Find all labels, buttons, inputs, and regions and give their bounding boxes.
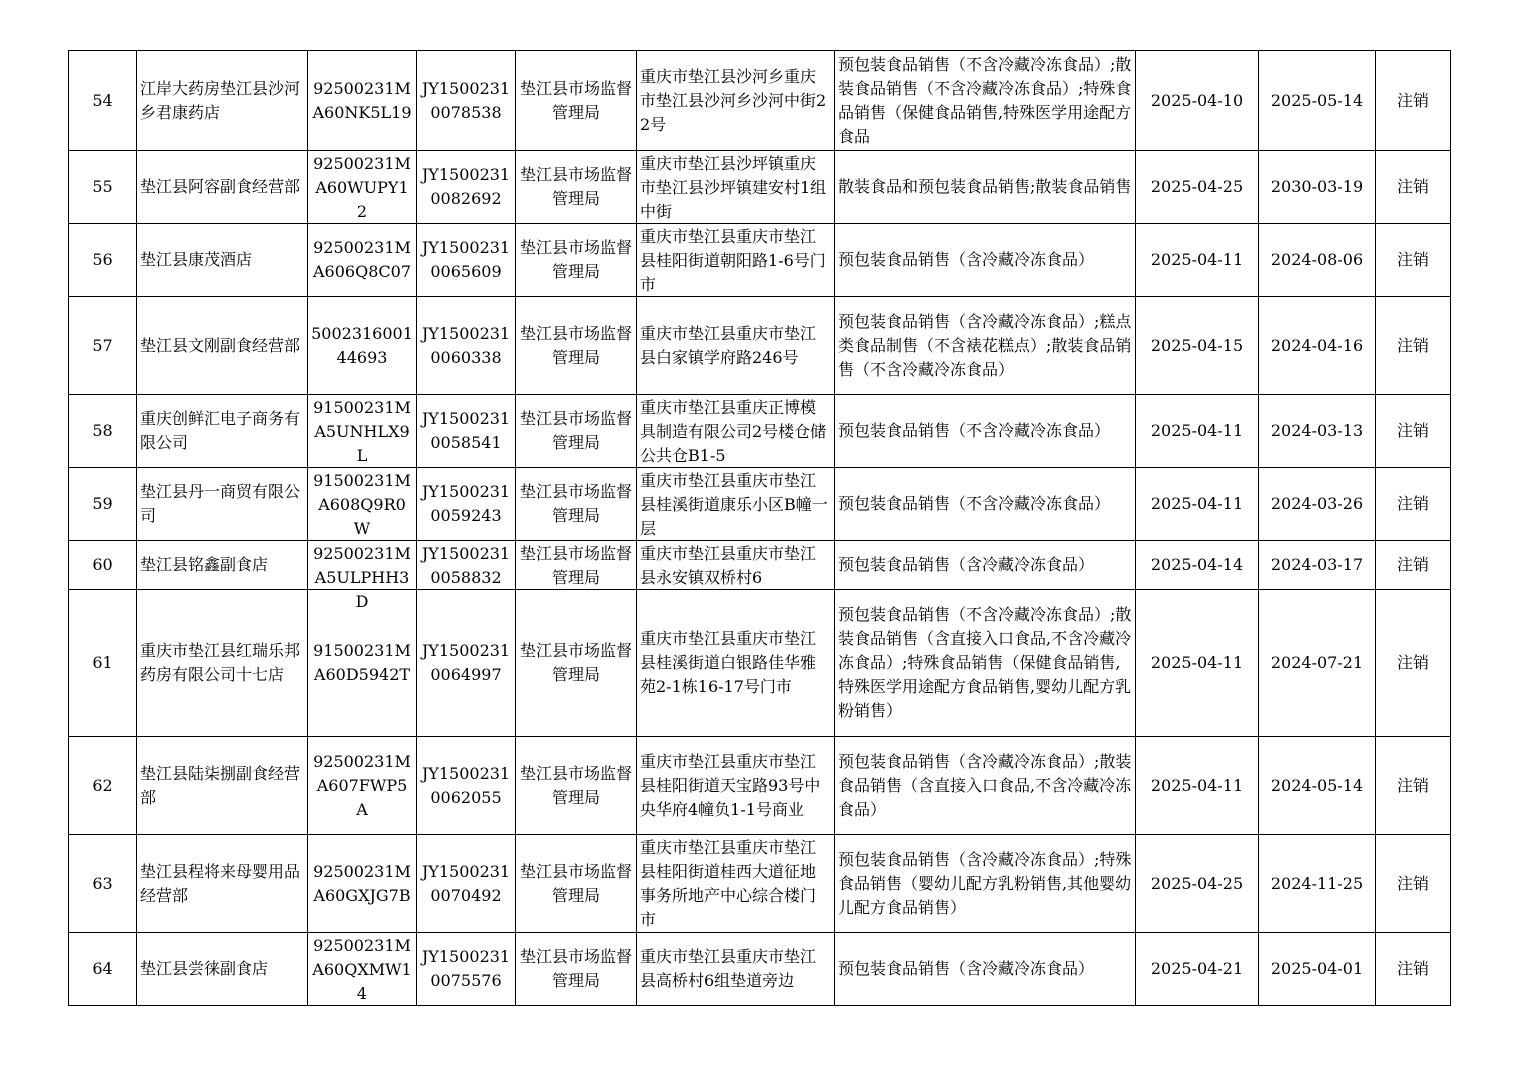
credit-code-text: 92500231MA60GXJG7B xyxy=(313,861,411,905)
credit-code xyxy=(308,737,417,835)
business-name-text: 垫江县陆柒捌副食经营部 xyxy=(140,763,301,807)
expiry-date-text: 2025-04-01 xyxy=(1270,959,1364,978)
license-number xyxy=(417,590,516,737)
status-label-text: 注销 xyxy=(1396,494,1429,513)
issuing-authority-text: 垫江县市场监督管理局 xyxy=(519,238,632,281)
business-address-text: 重庆市垫江县重庆市垫江县桂阳街道朝阳路1-6号门市 xyxy=(640,226,826,294)
issuing-authority xyxy=(516,541,637,590)
row-number-text: 55 xyxy=(92,177,113,196)
issuing-authority-text: 垫江县市场监督管理局 xyxy=(519,482,632,525)
business-address xyxy=(637,297,835,395)
business-name xyxy=(137,395,308,468)
license-number xyxy=(417,224,516,297)
issue-date-text: 2025-04-14 xyxy=(1150,555,1244,574)
business-scope xyxy=(835,835,1136,933)
license-number-text: JY15002310075576 xyxy=(421,947,511,990)
business-scope-text: 预包装食品销售（含冷藏冷冻食品） xyxy=(838,959,1095,978)
business-name xyxy=(137,835,308,933)
business-name-text: 垫江县尝徕副食店 xyxy=(140,959,269,978)
business-name-text: 垫江县阿容副食经营部 xyxy=(140,177,301,196)
business-name xyxy=(137,151,308,224)
business-scope-text: 预包装食品销售（不含冷藏冷冻食品）;散装食品销售（不含冷藏冷冻食品）;特殊食品销售（保健食品销售,特殊医学用途配方食品 xyxy=(838,54,1132,146)
row-number-text: 58 xyxy=(92,421,113,440)
issue-date xyxy=(1136,590,1259,737)
expiry-date xyxy=(1259,590,1376,737)
business-scope xyxy=(835,151,1136,224)
issue-date-text: 2025-04-25 xyxy=(1150,177,1244,196)
issue-date-text: 2025-04-15 xyxy=(1150,335,1244,355)
business-name-text: 垫江县程将来母婴用品经营部 xyxy=(140,861,301,905)
status-label xyxy=(1376,224,1451,297)
row-number-text: 64 xyxy=(92,959,113,978)
business-address-text: 重庆市垫江县重庆市垫江县桂溪街道康乐小区B幢一层 xyxy=(640,470,828,538)
license-number xyxy=(417,51,516,151)
business-scope xyxy=(835,297,1136,395)
issuing-authority-text: 垫江县市场监督管理局 xyxy=(519,165,632,208)
business-name xyxy=(137,737,308,835)
business-address-text: 重庆市垫江县重庆市垫江县桂阳街道桂西大道征地事务所地产中心综合楼门市 xyxy=(640,837,817,929)
credit-code-text: 92500231MA607FWP5A xyxy=(313,751,411,819)
expiry-date xyxy=(1259,51,1376,151)
business-name-text: 垫江县文刚副食经营部 xyxy=(140,335,301,355)
license-number xyxy=(417,835,516,933)
license-number-text: JY15002310058541 xyxy=(421,409,511,452)
issuing-authority-text: 垫江县市场监督管理局 xyxy=(519,641,632,684)
status-label-text: 注销 xyxy=(1396,335,1429,355)
issue-date-text: 2025-04-11 xyxy=(1150,494,1244,513)
issuing-authority xyxy=(516,835,637,933)
status-label-text: 注销 xyxy=(1396,421,1429,440)
status-label xyxy=(1376,737,1451,835)
issue-date-text: 2025-04-11 xyxy=(1150,250,1244,269)
table-row xyxy=(69,224,1451,297)
business-scope-text: 预包装食品销售（不含冷藏冷冻食品） xyxy=(838,494,1111,513)
expiry-date xyxy=(1259,737,1376,835)
expiry-date-text: 2024-03-17 xyxy=(1270,555,1364,574)
status-label-text: 注销 xyxy=(1396,653,1429,672)
row-number xyxy=(69,835,137,933)
business-name xyxy=(137,224,308,297)
business-scope-text: 预包装食品销售（含冷藏冷冻食品） xyxy=(838,250,1095,269)
business-name xyxy=(137,933,308,1006)
issue-date-text: 2025-04-10 xyxy=(1150,90,1244,110)
issuing-authority-text: 垫江县市场监督管理局 xyxy=(519,861,632,905)
credit-code-text: 92500231MA5ULPHH3D xyxy=(313,543,411,611)
row-number xyxy=(69,51,137,151)
expiry-date xyxy=(1259,224,1376,297)
issuing-authority xyxy=(516,297,637,395)
credit-code-text: 91500231MA5UNHLX9L xyxy=(313,397,411,465)
business-name-text: 重庆创鲜汇电子商务有限公司 xyxy=(140,409,301,452)
status-label xyxy=(1376,395,1451,468)
issue-date-text: 2025-04-25 xyxy=(1150,873,1244,893)
license-table xyxy=(68,50,1451,1006)
expiry-date xyxy=(1259,933,1376,1006)
license-number-text: JY15002310058832 xyxy=(421,543,511,587)
table-row xyxy=(69,297,1451,395)
business-address xyxy=(637,590,835,737)
status-label xyxy=(1376,835,1451,933)
credit-code-text: 92500231MA60QXMW14 xyxy=(312,935,412,1003)
issue-date xyxy=(1136,737,1259,835)
row-number-text: 59 xyxy=(92,494,113,513)
status-label-text: 注销 xyxy=(1396,959,1429,978)
business-address xyxy=(637,51,835,151)
status-label-text: 注销 xyxy=(1396,873,1429,893)
table-row xyxy=(69,933,1451,1006)
license-number xyxy=(417,151,516,224)
row-number-text: 61 xyxy=(92,653,113,672)
credit-code xyxy=(308,468,417,541)
row-number xyxy=(69,151,137,224)
credit-code xyxy=(308,835,417,933)
business-scope-text: 散装食品和预包装食品销售;散装食品销售 xyxy=(838,177,1132,196)
business-address xyxy=(637,224,835,297)
business-scope-text: 预包装食品销售（不含冷藏冷冻食品） xyxy=(838,421,1111,440)
issue-date-text: 2025-04-21 xyxy=(1150,959,1244,978)
issue-date xyxy=(1136,224,1259,297)
row-number xyxy=(69,297,137,395)
business-scope xyxy=(835,933,1136,1006)
expiry-date-text: 2024-05-14 xyxy=(1270,775,1364,795)
issue-date xyxy=(1136,541,1259,590)
issuing-authority-text: 垫江县市场监督管理局 xyxy=(519,78,632,122)
status-label xyxy=(1376,468,1451,541)
issuing-authority xyxy=(516,737,637,835)
credit-code-text: 92500231MA60WUPY12 xyxy=(313,153,411,221)
license-number-text: JY15002310064997 xyxy=(421,641,511,684)
business-scope xyxy=(835,51,1136,151)
business-name xyxy=(137,51,308,151)
status-label xyxy=(1376,297,1451,395)
expiry-date-text: 2030-03-19 xyxy=(1270,177,1364,196)
business-address xyxy=(637,835,835,933)
license-number xyxy=(417,541,516,590)
row-number xyxy=(69,395,137,468)
business-name xyxy=(137,590,308,737)
table-row xyxy=(69,835,1451,933)
business-address xyxy=(637,151,835,224)
issue-date xyxy=(1136,395,1259,468)
issuing-authority xyxy=(516,224,637,297)
table-body xyxy=(69,51,1451,1006)
business-address xyxy=(637,541,835,590)
business-scope xyxy=(835,395,1136,468)
row-number xyxy=(69,541,137,590)
credit-code-text: 91500231MA60D5942T xyxy=(313,641,411,684)
business-address xyxy=(637,737,835,835)
row-number-text: 57 xyxy=(92,335,113,355)
status-label-text: 注销 xyxy=(1396,250,1429,269)
issue-date-text: 2025-04-11 xyxy=(1150,421,1244,440)
credit-code-text: 92500231MA60NK5L19 xyxy=(312,78,412,122)
license-number-text: JY15002310070492 xyxy=(421,861,511,905)
issuing-authority xyxy=(516,51,637,151)
license-number xyxy=(417,395,516,468)
issuing-authority xyxy=(516,468,637,541)
business-name xyxy=(137,541,308,590)
business-address-text: 重庆市垫江县重庆市垫江县白家镇学府路246号 xyxy=(640,323,817,367)
license-number xyxy=(417,297,516,395)
table-row xyxy=(69,395,1451,468)
business-scope xyxy=(835,541,1136,590)
issuing-authority xyxy=(516,395,637,468)
row-number-text: 63 xyxy=(92,873,113,893)
issuing-authority-text: 垫江县市场监督管理局 xyxy=(519,409,632,452)
issue-date-text: 2025-04-11 xyxy=(1150,653,1244,672)
business-name-text: 垫江县丹一商贸有限公司 xyxy=(140,482,301,525)
issue-date xyxy=(1136,468,1259,541)
issuing-authority xyxy=(516,933,637,1006)
issue-date xyxy=(1136,151,1259,224)
license-number-text: JY15002310065609 xyxy=(421,238,511,281)
status-label xyxy=(1376,590,1451,737)
business-scope-text: 预包装食品销售（不含冷藏冷冻食品）;散装食品销售（含直接入口食品,不含冷藏冷冻食品）;特殊食品销售（保健食品销售,特殊医学用途配方食品销售,婴幼儿配方乳粉销售） xyxy=(838,605,1132,720)
expiry-date xyxy=(1259,468,1376,541)
expiry-date-text: 2025-05-14 xyxy=(1270,90,1364,110)
credit-code-text: 91500231MA608Q9R0W xyxy=(313,470,411,538)
business-scope-text: 预包装食品销售（含冷藏冷冻食品） xyxy=(838,555,1095,574)
license-number xyxy=(417,933,516,1006)
business-address-text: 重庆市垫江县重庆市垫江县桂阳街道天宝路93号中央华府4幢负1-1号商业 xyxy=(640,751,821,819)
license-number-text: JY15002310060338 xyxy=(421,323,511,367)
business-scope xyxy=(835,590,1136,737)
expiry-date xyxy=(1259,835,1376,933)
expiry-date-text: 2024-04-16 xyxy=(1270,335,1364,355)
row-number-text: 62 xyxy=(92,775,113,795)
business-name-text: 垫江县铭鑫副食店 xyxy=(140,555,269,574)
status-label xyxy=(1376,541,1451,590)
row-number-text: 60 xyxy=(92,555,113,574)
status-label xyxy=(1376,933,1451,1006)
business-name xyxy=(137,297,308,395)
license-number-text: JY15002310078538 xyxy=(421,78,511,122)
status-label-text: 注销 xyxy=(1396,177,1429,196)
business-scope xyxy=(835,468,1136,541)
license-number-text: JY15002310062055 xyxy=(421,763,511,807)
business-address-text: 重庆市垫江县重庆市垫江县桂溪街道白银路佳华雅苑2-1栋16-17号门市 xyxy=(640,629,817,696)
credit-code xyxy=(308,933,417,1006)
issuing-authority-text: 垫江县市场监督管理局 xyxy=(519,323,632,367)
credit-code xyxy=(308,541,417,611)
expiry-date xyxy=(1259,151,1376,224)
issue-date xyxy=(1136,933,1259,1006)
status-label-text: 注销 xyxy=(1396,90,1429,110)
business-scope xyxy=(835,737,1136,835)
issue-date xyxy=(1136,835,1259,933)
table-row xyxy=(69,468,1451,541)
license-number-text: JY15002310059243 xyxy=(421,482,511,525)
issuing-authority-text: 垫江县市场监督管理局 xyxy=(519,947,632,990)
business-scope xyxy=(835,224,1136,297)
expiry-date-text: 2024-07-21 xyxy=(1270,653,1364,672)
expiry-date xyxy=(1259,297,1376,395)
expiry-date-text: 2024-03-26 xyxy=(1270,494,1364,513)
table-row xyxy=(69,541,1451,590)
status-label xyxy=(1376,51,1451,151)
business-scope-text: 预包装食品销售（含冷藏冷冻食品）;特殊食品销售（婴幼儿配方乳粉销售,其他婴幼儿配方食品销售） xyxy=(838,849,1132,917)
issuing-authority-text: 垫江县市场监督管理局 xyxy=(519,543,632,587)
business-address xyxy=(637,395,835,468)
expiry-date-text: 2024-03-13 xyxy=(1270,421,1364,440)
issuing-authority xyxy=(516,590,637,737)
credit-code xyxy=(308,297,417,395)
business-address xyxy=(637,933,835,1006)
expiry-date xyxy=(1259,541,1376,590)
business-name-text: 江岸大药房垫江县沙河乡君康药店 xyxy=(140,78,301,122)
table-row xyxy=(69,151,1451,224)
business-address-text: 重庆市垫江县重庆市垫江县高桥村6组垫道旁边 xyxy=(640,947,817,990)
table-row xyxy=(69,51,1451,151)
status-label-text: 注销 xyxy=(1396,775,1429,795)
issue-date xyxy=(1136,297,1259,395)
credit-code xyxy=(308,51,417,151)
expiry-date xyxy=(1259,395,1376,468)
issuing-authority-text: 垫江县市场监督管理局 xyxy=(519,763,632,807)
credit-code-text: 500231600144693 xyxy=(311,323,413,367)
row-number-text: 56 xyxy=(92,250,113,269)
row-number xyxy=(69,590,137,737)
issue-date-text: 2025-04-11 xyxy=(1150,775,1244,795)
status-label-text: 注销 xyxy=(1396,555,1429,574)
business-address-text: 重庆市垫江县重庆正博模具制造有限公司2号楼仓储公共仓B1-5 xyxy=(640,397,827,465)
row-number xyxy=(69,737,137,835)
business-scope-text: 预包装食品销售（含冷藏冷冻食品）;散装食品销售（含直接入口食品,不含冷藏冷冻食品） xyxy=(838,751,1132,819)
status-label xyxy=(1376,151,1451,224)
business-address-text: 重庆市垫江县沙坪镇重庆市垫江县沙坪镇建安村1组中街 xyxy=(640,153,827,221)
license-number-text: JY15002310082692 xyxy=(421,165,511,208)
credit-code xyxy=(308,224,417,297)
business-scope-text: 预包装食品销售（含冷藏冷冻食品）;糕点类食品制售（不含裱花糕点）;散装食品销售（不含冷藏冷冻食品） xyxy=(838,311,1132,379)
credit-code-text: 92500231MA606Q8C07 xyxy=(313,238,411,281)
issue-date xyxy=(1136,51,1259,151)
row-number xyxy=(69,224,137,297)
expiry-date-text: 2024-11-25 xyxy=(1270,873,1364,893)
business-address xyxy=(637,468,835,541)
expiry-date-text: 2024-08-06 xyxy=(1270,250,1364,269)
row-number xyxy=(69,468,137,541)
license-number xyxy=(417,737,516,835)
business-name-text: 重庆市垫江县红瑞乐邦药房有限公司十七店 xyxy=(140,641,301,684)
row-number-text: 54 xyxy=(92,90,113,110)
issuing-authority xyxy=(516,151,637,224)
business-address-text: 重庆市垫江县重庆市垫江县永安镇双桥村6 xyxy=(640,543,817,587)
business-name-text: 垫江县康茂酒店 xyxy=(140,250,253,269)
credit-code xyxy=(308,151,417,224)
table-row xyxy=(69,590,1451,737)
business-address-text: 重庆市垫江县沙河乡重庆市垫江县沙河乡沙河中街22号 xyxy=(640,66,827,134)
business-name xyxy=(137,468,308,541)
credit-code xyxy=(308,395,417,468)
table-row xyxy=(69,737,1451,835)
row-number xyxy=(69,933,137,1006)
license-number xyxy=(417,468,516,541)
